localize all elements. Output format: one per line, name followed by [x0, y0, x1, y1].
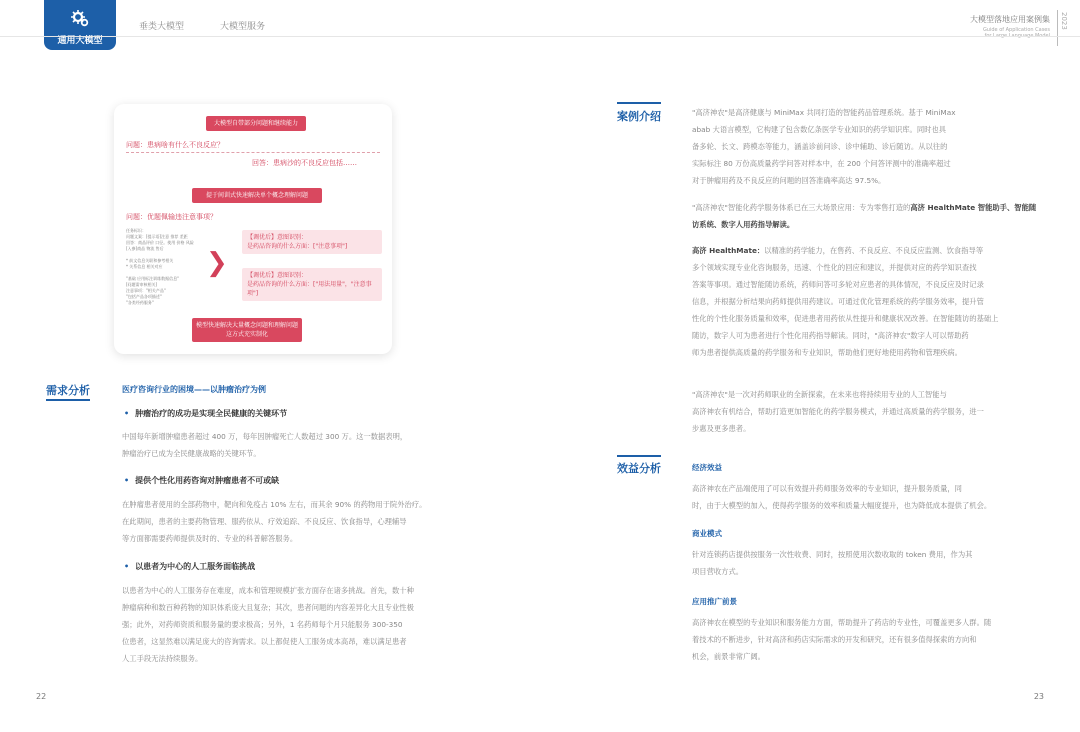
demand-paragraph-1: 中国每年新增肿瘤患者超过 400 万，每年因肿瘤死亡人数超过 300 万。这一数据表明， 肿瘤治疗已成为全民健康战略的关键环节。	[122, 432, 408, 458]
figure-card	[114, 104, 392, 354]
benefit-business-text: 针对连锁药店提供按服务一次性收费、同时，按照使用次数收取的 token 费用，作为其 项目营收方式。	[692, 550, 973, 576]
nav-model-services[interactable]: 大模型服务	[220, 22, 266, 32]
nav-vertical-models[interactable]: 垂类大模型	[139, 22, 185, 32]
section-label-benefit: 效益分析	[617, 462, 661, 475]
figure-divider	[126, 152, 380, 153]
header-divider	[0, 36, 1080, 37]
section-label-demand: 需求分析	[46, 384, 90, 397]
demand-subheading: 医疗咨询行业的困境——以肿瘤治疗为例	[122, 385, 266, 394]
figure-answer-1: 回答：患病沙的不良反应包括……	[252, 159, 357, 167]
section-rule-benefit	[617, 455, 661, 457]
figure-question-2: 问题：优题佩输违注意事项？	[126, 213, 217, 221]
case-paragraph-4: "高济神农"是一次对药师职业的全新探索，在未来也将持续用专业的人工智能与 高济神农有机结合，帮助打造更加智能化的药学服务模式，并通过高质量的药学服务，进一 步惠及更多患者。	[692, 390, 984, 433]
figure-annotation-text: 任务标识： 问题文案：[提示语]注意 推荐 差距 回答：商品评价 口径。使用 价格 风险 [入参]商品 物流 售后 * 前文信息关联和参考相关 * 关系信息 相关对应 "基础 应用标注训练数据信息" [问题需审核相关] 注意事项："相关产品" "包括产品各项描述" "各类经药服务"	[126, 228, 194, 305]
benefit-business-heading: 商业模式	[692, 529, 722, 538]
section-label-case: 案例介绍	[617, 110, 661, 123]
case-paragraph-2: "高济神农"智能化药学服务体系已在三大场景应用：专为零售打造的高济 HealthMate 智能助手、智能随访系统、数字人用药指导解读。	[692, 203, 1037, 229]
case-paragraph-1: "高济神农"是高济健康与 MiniMax 共同打造的智能药品管理系统。基于 MiniMax abab 大语言模型，它构建了包含数亿条医学专业知识的药学知识库。同时也具 备多轮、长文、跨模态等能力，涵盖诊前问诊、诊中辅助、诊后随访。从以往的 实际标注 80 万份高质量药学问答对样本中，在 200 个问答评测中的准确率超过 对于肿瘤用药及不良反应的问题的回答准确率高达 97.5%。	[692, 108, 956, 185]
figure-question-1: 问题：患病啥有什么不良反应？	[126, 141, 224, 149]
benefit-economic-heading: 经济效益	[692, 463, 722, 472]
benefit-economic-text: 高济神农在产品端使用了可以有效提升药师服务效率的专业知识，提升服务质量，同 时，由于大模型的加入，使得药学服务的效率和质量大幅度提升，也为降低成本提供了机会。	[692, 484, 992, 510]
figure-pill-3: 模型快速解决大量概念问题和理解问题 这方式充实制化	[192, 318, 302, 342]
benefit-prospect-heading: 应用推广前景	[692, 597, 737, 606]
brand-tab[interactable]	[44, 0, 116, 50]
brand-label: 通用大模型	[57, 36, 103, 46]
demand-bullet-3: • 以患者为中心的人工服务面临挑战	[124, 562, 256, 571]
page-number-left: 22	[36, 692, 47, 701]
figure-result-box-2: 【调优后】意图识别： 是药品咨询的什么方面：["用法用量"，"注意事项"]	[242, 268, 382, 301]
case-paragraph-3: 高济 HealthMate：以精准的药学能力，在售药、不良反应、不良反应监测、饮食指导等 多个领域实现专业化咨询服务，迅速、个性化的回应和建议，并提供对应的药学知识查找 答案等事项。通过智能随访系统，药师问答可多轮对应患者的具体情况，不良反应及时记录 信息，并根据分析结果向药师提供用药建议。可通过优化管理系统的药学服务效率，提升管 性化的个性化服务质量和效率，促进患者用药依从性提升和健康状况改善。在智能随访的基础上 随访，数字人可为患者进行个性化用药指导解读。同时，"高济神农"数字人可以帮助药 师为患者提供高质量的药学服务和专业知识，帮助他们更好地使用药物和管理疾病。	[692, 246, 999, 357]
demand-paragraph-3: 以患者为中心的人工服务存在难度，成本和管理规模扩张方面存在诸多挑战。首先，数十种 肿瘤病种和数百种药物的知识体系庞大且复杂；其次，患者问题的内容差异化大且专业性极 强；此外，对药师资质和服务量的要求极高；另外，1 名药师每个月只能服务 300-350 位患者，这显然难以满足庞大的咨询需求。以上都促使人工服务成本高昂，难以满足患者 人工手段无法持续服务。	[122, 586, 414, 663]
chevron-right-icon: ❯	[206, 248, 228, 278]
demand-paragraph-2: 在肿瘤患者使用的全部药物中，靶向和免疫占 10% 左右，而其余 90% 的药物用于院外治疗。 在此期间，患者的主要药物管理、服药依从、疗效追踪、不良反应、饮食指导，心理辅导 等方面都需要药师提供及时的、专业的科普解答服务。	[122, 500, 427, 543]
report-subtitle-2: for Large Language Model	[984, 33, 1050, 39]
demand-bullet-1: • 肿瘤治疗的成功是实现全民健康的关键环节	[124, 409, 288, 418]
report-subtitle-1: Guide of Application Cases	[982, 27, 1050, 33]
report-year: 2023	[1060, 12, 1068, 30]
gear-icon	[70, 9, 90, 29]
page-number-right: 23	[1033, 692, 1044, 701]
figure-pill-1: 大模型自带部分问题和继续能力	[206, 116, 306, 131]
figure-pill-2: 提于间训式快速解决单个概念理解问题	[192, 188, 322, 203]
year-divider	[1057, 10, 1058, 46]
figure-result-box-1: 【调优后】意图识别： 是药品咨询的什么方面：["注意事项"]	[242, 230, 382, 254]
page-header	[0, 0, 1080, 52]
demand-bullet-2: • 提供个性化用药咨询对肿瘤患者不可或缺	[124, 476, 280, 485]
section-rule-demand	[46, 399, 90, 401]
benefit-prospect-text: 高济神农在模型的专业知识和服务能力方面，帮助提升了药店的专业性，可覆盖更多人群。随 着技术的不断进步，针对高济和药店实际需求的开发和研究，还有很多值得探索的方向和 机会，前景非常广阔。	[692, 618, 992, 661]
section-rule-case	[617, 102, 661, 104]
report-title: 大模型落地应用案例集	[970, 15, 1050, 24]
